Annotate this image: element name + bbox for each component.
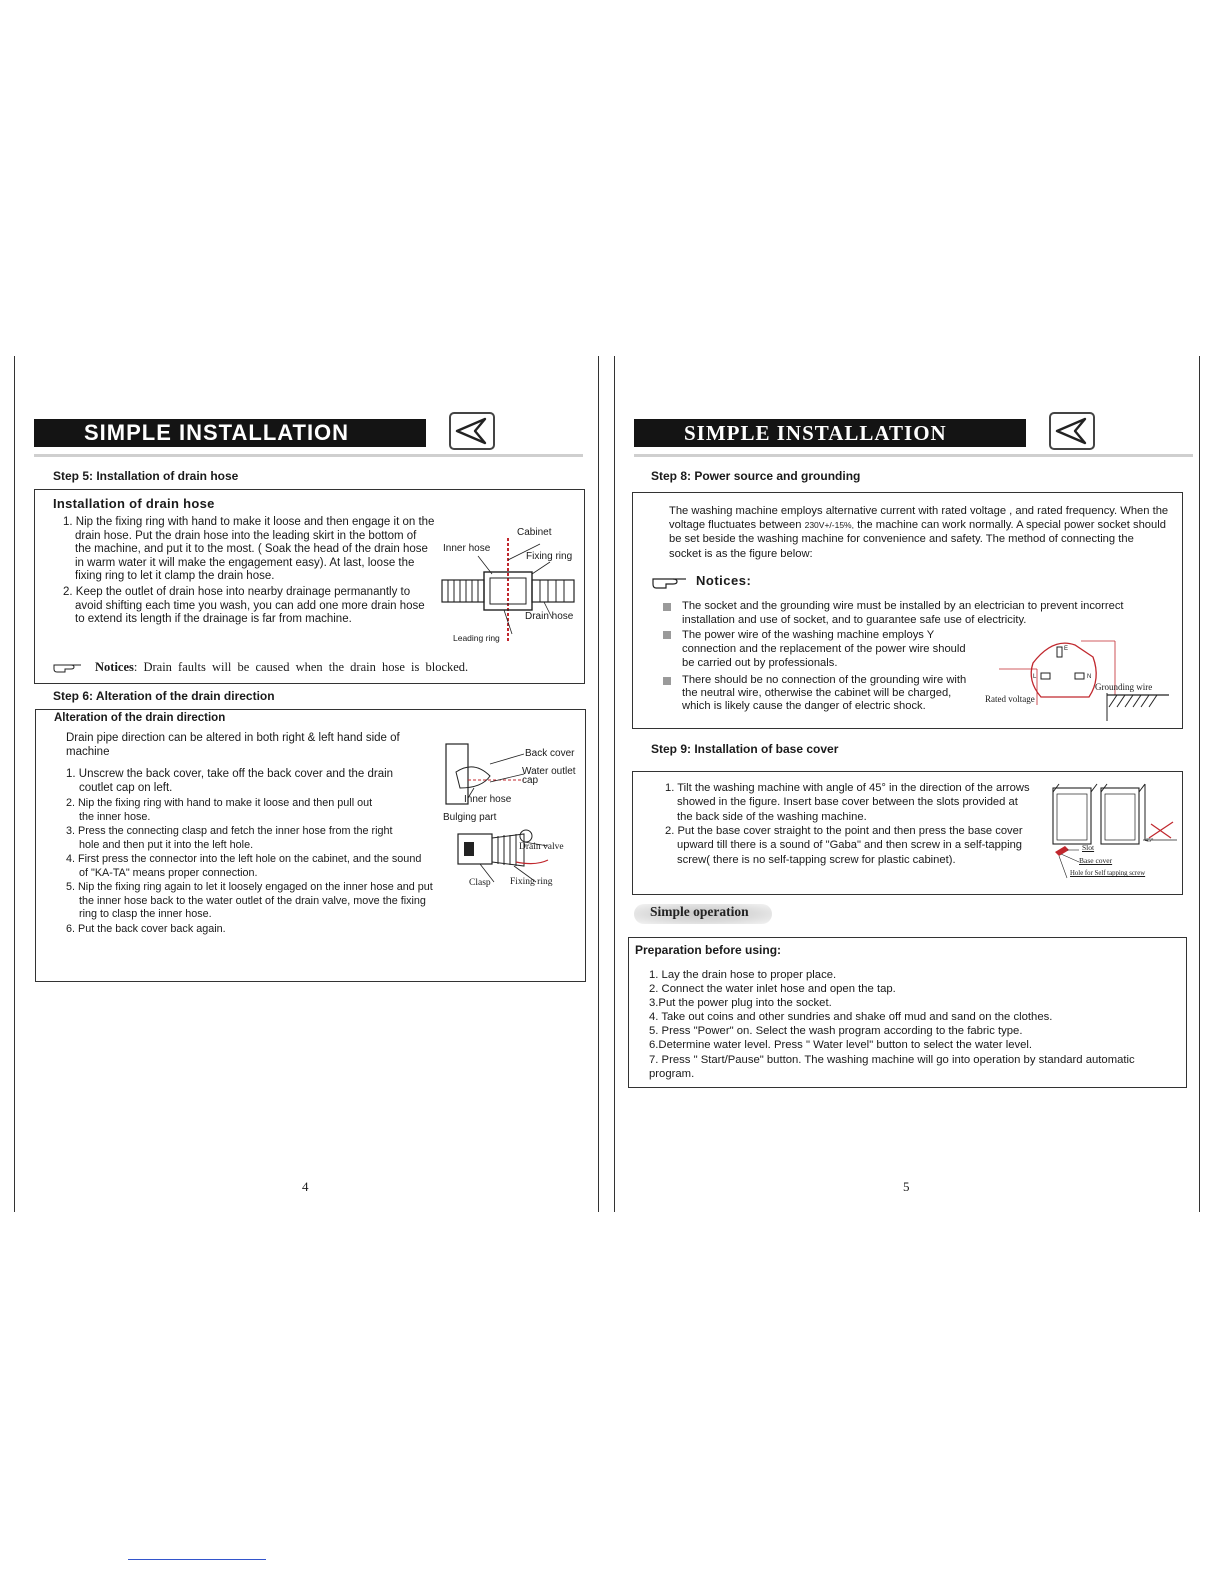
step6-intro: Drain pipe direction can be altered in both right & left hand side of machine xyxy=(66,732,400,758)
step9-heading: Step 9: Installation of base cover xyxy=(651,742,839,756)
label-hole: Hole for Self tapping screw xyxy=(1070,870,1146,877)
prep-item-3: 3.Put the power plug into the socket. xyxy=(649,997,832,1009)
step9-box xyxy=(632,771,1183,895)
label-drain-hose: Drain hose xyxy=(525,611,574,622)
hose-right xyxy=(532,580,574,602)
prep-item-1: 1. Lay the drain hose to proper place. xyxy=(649,969,837,981)
step6-item-1: 1. Unscrew the back cover, take off the back cover and the drain coutlet cap on left. xyxy=(66,768,394,794)
step5-box xyxy=(34,489,585,684)
step6-item-3: 3. Press the connecting clasp and fetch the inner hose from the right hole and then put it into the left hole. xyxy=(66,825,393,851)
label-water-outlet: Water outlet xyxy=(522,766,576,777)
label-clasp: Clasp xyxy=(469,878,491,888)
step6-box xyxy=(35,709,586,982)
page-number-left: 4 xyxy=(302,1179,309,1194)
label-inner-hose-2: Inner hose xyxy=(464,794,512,805)
left-banner-title: SIMPLE INSTALLATION xyxy=(84,420,350,445)
notice-text: : Drain faults will be caused when the drain hose is blocked. xyxy=(133,660,469,674)
preparation-title: Preparation before using: xyxy=(635,943,782,957)
left-banner xyxy=(34,419,426,447)
label-back-cover: Back cover xyxy=(525,748,575,759)
step5-notice xyxy=(95,660,565,675)
step9-item-1: 1. Tilt the washing machine with angle of 45° in the direction of the arrows showed in the figure. Insert base cover between the slots provided at the back side of the washing machine. xyxy=(665,782,1030,823)
voltage-range: 230V+/-15%, xyxy=(804,520,854,531)
step6-item-5: 5. Nip the fixing ring again to let it loosely engaged on the inner hose and put the inner hose back to the water outlet of the drain valve, move the fixing ring to clasp the inner hose. xyxy=(66,881,433,920)
step8-para-a: The washing machine employs alternative current with rated voltage , and rated frequency. When the voltage fluctuates between xyxy=(669,505,1169,532)
label-cap: cap xyxy=(522,775,539,786)
page-edge-right xyxy=(1199,356,1200,1212)
prep-item-5: 5. Press "Power" on. Select the wash program according to the fabric type. xyxy=(649,1025,1023,1037)
step8-bullet-3: There should be no connection of the grounding wire with the neutral wire, otherwise the cabinet will be charged, which is likely cause the danger of electric shock. xyxy=(682,674,967,712)
footer-line xyxy=(128,1559,266,1560)
bullet-3-marker xyxy=(663,677,671,685)
step9-item-2: 2. Put the base cover straight to the point and then press the base cover upward till there is a sound of "Gaba" and then screw in a self-tapping screw( there is no self-tapping screw for plastic cabinet). xyxy=(665,825,1023,866)
label-inner-hose: Inner hose xyxy=(443,543,491,554)
label-base-cover: Base cover xyxy=(1079,856,1113,865)
bullet-1-marker xyxy=(663,603,671,611)
step6-item-4: 4. First press the connector into the left hole on the cabinet, and the sound of "KA-TA" means proper connection. xyxy=(66,853,422,879)
step5-item-2: 2. Keep the outlet of drain hose into nearby drainage permanantly to avoid shifting each time you wash, you can add one more drain hose to extend its length if the drainage is far from machine. xyxy=(63,586,425,625)
step8-para-c: can work normally. A special power socket should be set beside the washing machine for convenience and safety. The method of connecting the socket is as the figure below: xyxy=(669,519,1166,560)
step8-box xyxy=(632,492,1183,729)
prep-item-4: 4. Take out coins and other sundries and shake off mud and sand on the clothes. xyxy=(649,1011,1053,1023)
bullet-2-marker xyxy=(663,631,671,639)
right-banner-title: SIMPLE INSTALLATION xyxy=(684,421,947,445)
washer-right xyxy=(1101,788,1139,844)
pointing-hand-icon-2 xyxy=(651,572,689,590)
prep-item-6: 6.Determine water level. Press " Water level" button to select the water level. xyxy=(649,1039,1033,1051)
label-rated-voltage: Rated voltage xyxy=(985,694,1035,704)
valve-body xyxy=(458,834,492,864)
step8-bullet-1: The socket and the grounding wire must be installed by an electrician to prevent incorrect installation and use of socket, and to guarantee safe use of electricity. xyxy=(682,600,1124,626)
page-gutter-left xyxy=(598,356,599,1212)
socket-figure xyxy=(989,633,1179,725)
step5-heading: Step 5: Installation of drain hose xyxy=(53,469,239,483)
step6-item-6: 6. Put the back cover back again. xyxy=(66,923,226,935)
label-angle: 45° xyxy=(1145,838,1154,844)
left-header-rule xyxy=(34,454,583,457)
page-edge-left xyxy=(14,356,15,1212)
pointing-hand-icon xyxy=(53,660,83,674)
brand-logo-icon-right xyxy=(1049,412,1095,450)
label-cabinet: Cabinet xyxy=(517,527,552,538)
label-drain-valve: Drain valve xyxy=(519,842,564,852)
page-number-right: 5 xyxy=(903,1179,910,1194)
step6-box-title: Alteration of the drain direction xyxy=(54,712,226,724)
pin-e: E xyxy=(1064,646,1069,652)
simple-operation-label: Simple operation xyxy=(650,904,749,919)
right-header-rule xyxy=(634,454,1193,457)
step8-para xyxy=(669,504,1169,561)
step6-heading: Step 6: Alteration of the drain direction xyxy=(53,689,275,703)
brand-logo-icon xyxy=(449,412,495,450)
label-fixing-ring: Fixing ring xyxy=(526,551,573,562)
step8-para-b: the machine xyxy=(857,519,919,532)
washer-left xyxy=(1053,788,1091,844)
notices-title: Notices: xyxy=(696,573,752,588)
pin-l: L xyxy=(1033,674,1037,680)
step8-heading: Step 8: Power source and grounding xyxy=(651,469,861,483)
step8-bullet-2: The power wire of the washing machine employs Y connection and the replacement of the power wire should be carried out by professionals. xyxy=(682,629,966,669)
pin-n: N xyxy=(1087,674,1092,680)
page-gutter-right xyxy=(614,356,615,1212)
prep-item-2: 2. Connect the water inlet hose and open the tap. xyxy=(649,983,896,995)
preparation-box xyxy=(628,937,1187,1088)
step5-box-title: Installation of drain hose xyxy=(53,496,215,511)
simple-operation-pill xyxy=(634,904,772,924)
right-banner xyxy=(634,419,1026,447)
prep-item-7: 7. Press " Start/Pause" button. The washing machine will go into operation by standard automatic program. xyxy=(649,1054,1135,1080)
label-fixing-ring-2: Fixing ring xyxy=(510,877,553,887)
step6-item-2: 2. Nip the fixing ring with hand to make it loose and then pull out the inner hose. xyxy=(66,797,373,823)
step5-item-1: 1. Nip the fixing ring with hand to make it loose and then engage it on the drain hose. Put the drain hose into the leading skirt in the bottom of the machine, and put it to the most. ( Soak the head of the drain hose in warm water it will make the engagement easy). At last, loose the fixing ring to let it clamp the drain hose. xyxy=(63,516,435,582)
label-grounding-wire: Grounding wire xyxy=(1095,682,1153,692)
label-slot: Slot xyxy=(1082,843,1095,852)
notice-label: Notices xyxy=(95,660,134,674)
label-leading-ring: Leading ring xyxy=(453,633,500,643)
label-bulging-part: Bulging part xyxy=(443,812,497,823)
